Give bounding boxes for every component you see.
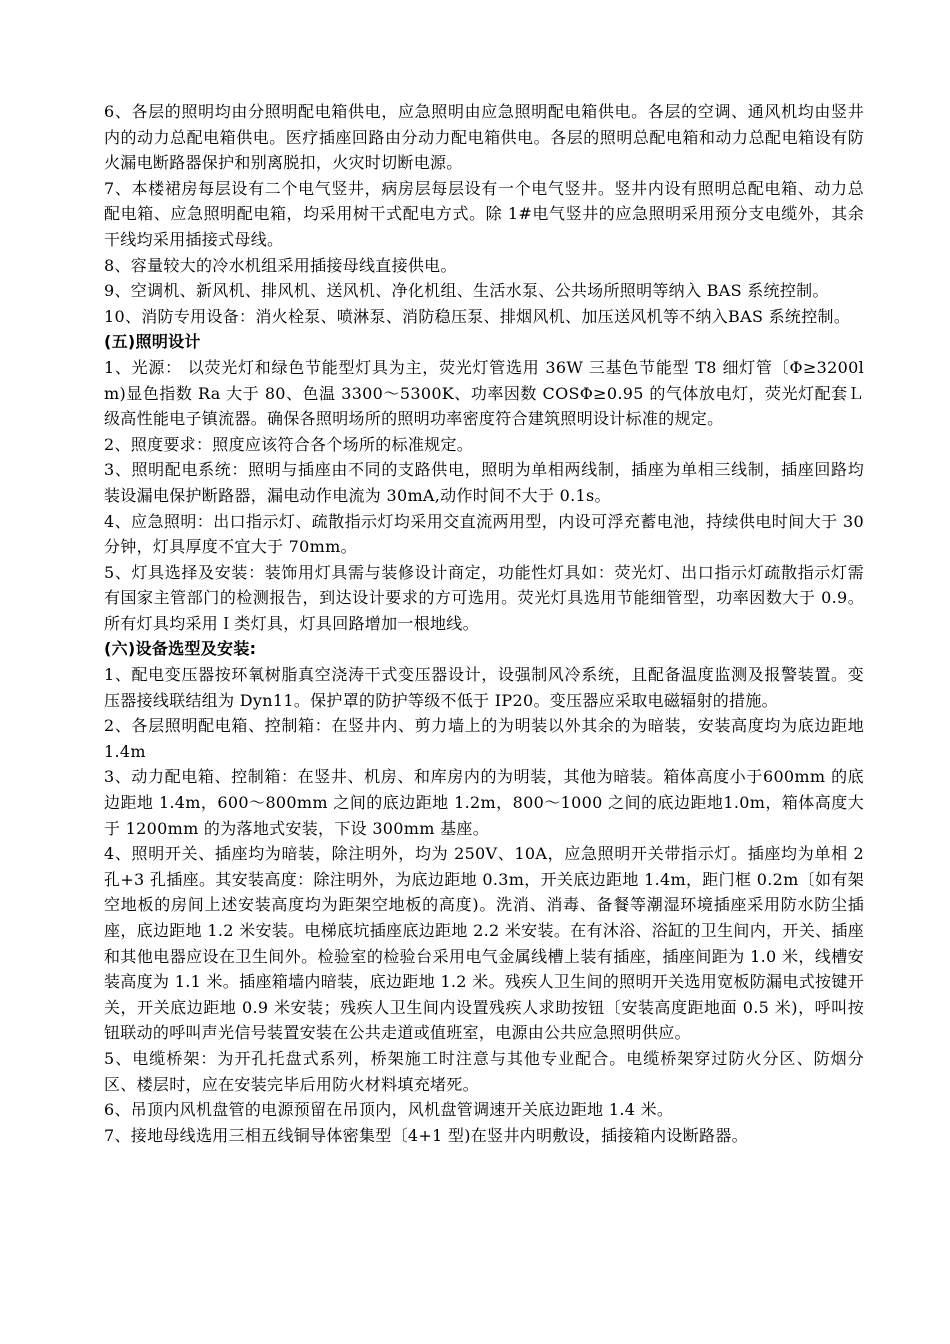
section-heading-lighting-design: (五)照明设计 (104, 332, 201, 352)
paragraph-equipment-1: 1、配电变压器按环氧树脂真空浇涛干式变压器设计，设强制风冷系统，且配备温度监测及报警装置。变压器接线联结组为 Dyn11。保护罩的防护等级不低于 IP20。变压器应采取电磁辐射的措施。 (104, 665, 864, 710)
document-page (104, 99, 864, 1148)
paragraph-lighting-4: 4、应急照明：出口指示灯、疏散指示灯均采用交直流两用型，内设可浮充蓄电池，持续供电时间大于 30 分钟，灯具厚度不宜大于 70mm。 (104, 511, 864, 557)
section-heading-equipment-installation: (六)设备选型及安装: (104, 639, 257, 659)
paragraph-equipment-2: 2、各层照明配电箱、控制箱：在竖井内、剪力墙上的为明装以外其余的为暗装，安装高度均为底边距地 1.4m (104, 716, 864, 761)
paragraph-lighting-1: 1、光源： 以荧光灯和绿色节能型灯具为主，荧光灯管选用 36W 三基色节能型 T8 细灯管〔Φ≥3200lm)显色指数 Ra 大于 80、色温 3300～5300K、功率因数 COSΦ≥0.95 的气体放电灯，荧光灯配套Ｌ级高性能电子镇流器。确保各照明场所的照明功率密度符合建筑照明设计标准的规定。 (104, 357, 864, 429)
paragraph-equipment-4: 4、照明开关、插座均为暗装，除注明外，均为 250V、10A，应急照明开关带指示灯。插座均为单相 2 孔+3 孔插座。其安装高度：除注明外，为底边距地 0.3m，开关底边距地 1.4m，距门框 0.2m〔如有架空地板的房间上述安装高度均为距架空地板的高度)。洗消、消毒、备餐等潮湿环境插座采用防水防尘插座，底边距地 1.2 米安装。电梯底坑插座底边距地 2.2 米安装。在有沐浴、浴缸的卫生间内，开关、插座和其他电器应设在卫生间外。检验室的检验台采用电气金属线槽上装有插座，插座间距为 1.0 米，线槽安装高度为 1.1 米。插座箱墙内暗装，底边距地 1.2 米。残疾人卫生间的照明开关选用宽板防漏电式按键开关，开关底边距地 0.9 米安装；残疾人卫生间内设置残疾人求助按钮〔安装高度距地面 0.5 米)，呼叫按钮联动的呼叫声光信号装置安装在公共走道或值班室，电源由公共应急照明供应。 (104, 844, 864, 1043)
paragraph-electrical-8: 8、容量较大的冷水机组采用插接母线直接供电。 (104, 255, 457, 275)
paragraph-lighting-3: 3、照明配电系统：照明与插座由不同的支路供电，照明为单相两线制，插座为单相三线制，插座回路均装设漏电保护断路器，漏电动作电流为 30mA,动作时间不大于 0.1s。 (104, 460, 864, 505)
paragraph-electrical-10: 10、消防专用设备：消火栓泵、喷淋泵、消防稳压泵、排烟风机、加压送风机等不纳入BAS 系统控制。 (104, 306, 851, 326)
paragraph-lighting-2: 2、照度要求：照度应该符合各个场所的标准规定。 (104, 434, 474, 454)
paragraph-electrical-6: 6、各层的照明均由分照明配电箱供电，应急照明由应急照明配电箱供电。各层的空调、通风机均由竖井内的动力总配电箱供电。医疗插座回路由分动力配电箱供电。各层的照明总配电箱和动力总配电箱设有防火漏电断路器保护和别离脱扣，火灾时切断电源。 (104, 102, 864, 173)
paragraph-equipment-5: 5、电缆桥架：为开孔托盘式系列，桥架施工时注意与其他专业配合。电缆桥架穿过防火分区、防烟分区、楼层时，应在安装完毕后用防火材料填充堵死。 (104, 1048, 864, 1094)
paragraph-equipment-6: 6、吊顶内风机盘管的电源预留在吊顶内，风机盘管调速开关底边距地 1.4 米。 (104, 1100, 674, 1120)
paragraph-equipment-3: 3、动力配电箱、控制箱：在竖井、机房、和库房内的为明装，其他为暗装。箱体高度小于600mm 的底边距地 1.4m，600～800mm 之间的底边距地 1.2m，800～1000 之间的底边距地1.0m，箱体高度大于 1200mm 的为落地式安装，下设 300mm 基座。 (104, 767, 864, 838)
paragraph-equipment-7: 7、接地母线选用三相五线铜导体密集型〔4+1 型)在竖井内明敷设，插接箱内设断路器。 (104, 1125, 748, 1145)
paragraph-lighting-5: 5、灯具选择及安装：装饰用灯具需与装修设计商定，功能性灯具如：荧光灯、出口指示灯疏散指示灯需有国家主管部门的检测报告，到达设计要求的方可选用。荧光灯具选用节能细管型，功率因数大于 0.9。所有灯具均采用Ｉ类灯具，灯具回路增加一根地线。 (104, 562, 864, 633)
paragraph-electrical-9: 9、空调机、新风机、排风机、送风机、净化机组、生活水泵、公共场所照明等纳入 BAS 系统控制。 (104, 281, 829, 301)
paragraph-electrical-7: 7、本楼裙房每层设有二个电气竖井，病房层每层设有一个电气竖井。竖井内设有照明总配电箱、动力总配电箱、应急照明配电箱，均采用树干式配电方式。除 1#电气竖井的应急照明采用预分支电缆外，其余干线均采用插接式母线。 (104, 178, 864, 249)
